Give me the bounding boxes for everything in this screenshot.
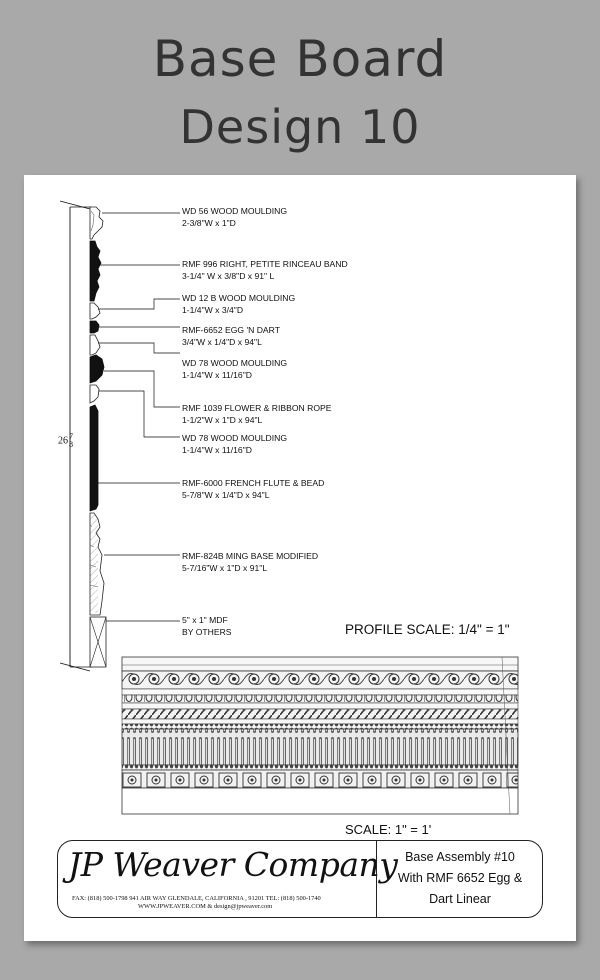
company-logo: JP Weaver Company xyxy=(68,845,398,884)
title-block-divider xyxy=(376,841,377,917)
contact-info: FAX: (818) 500-1798 941 AIR WAY GLENDALE, CALIFORNIA , 91201 TEL: (818) 500-1740 WWW.JPWEAVER.COM & design@jpweaver.com xyxy=(72,895,321,910)
callout-rmf996: RMF 996 RIGHT, PETITE RINCEAU BAND 3-1/4" W x 3/8"D x 91" L xyxy=(182,259,348,281)
callout-rmf6000: RMF-6000 FRENCH FLUTE & BEAD 5-7/8"W x 1/4"D x 94"L xyxy=(182,478,325,500)
page-title: Base Board xyxy=(152,30,448,88)
assembly-description: Base Assembly #10 With RMF 6652 Egg & Dart Linear xyxy=(397,850,523,906)
callout-wd56: WD 56 WOOD MOULDING 2-3/8"W x 1"D xyxy=(182,206,288,228)
scale-label: SCALE: 1" = 1' xyxy=(345,822,432,837)
callout-rmf6652: RMF-6652 EGG 'N DART 3/4"W x 1/4"D x 94"L xyxy=(182,325,280,347)
title-block xyxy=(57,840,543,918)
elevation-drawing xyxy=(122,657,518,814)
profile-scale-label: PROFILE SCALE: 1/4" = 1" xyxy=(345,622,510,637)
page-subtitle: Design 10 xyxy=(179,100,421,154)
callout-mdf: 5" x 1" MDF BY OTHERS xyxy=(182,615,232,637)
callout-wd12b: WD 12 B WOOD MOULDING 1-1/4"W x 3/4"D xyxy=(182,293,296,315)
callout-rmf824b: RMF-824B MING BASE MODIFIED 5-7/16"W x 1"D x 91"L xyxy=(182,551,319,573)
callout-rmf1039: RMF 1039 FLOWER & RIBBON ROPE 1-1/2"W x 1"D x 94"L xyxy=(182,403,332,425)
drawing-sheet xyxy=(24,175,576,941)
callout-wd78-lower: WD 78 WOOD MOULDING 1-1/4"W x 11/16"D xyxy=(182,433,288,455)
overall-height-dimension: 26 7 8 xyxy=(58,432,73,449)
callout-wd78-upper: WD 78 WOOD MOULDING 1-1/4"W x 11/16"D xyxy=(182,358,288,380)
